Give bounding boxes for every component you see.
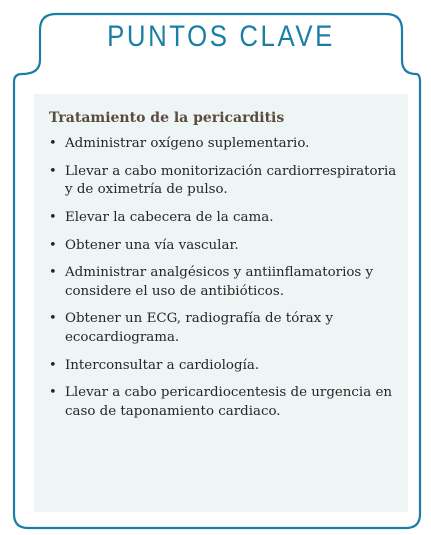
bullet-icon: • [49,163,57,179]
list-item [49,264,399,301]
bullet-list [49,135,399,421]
bullet-icon: • [49,265,57,281]
bullet-icon: • [49,209,57,225]
bullet-icon: • [49,237,57,253]
bullet-icon: • [49,385,57,401]
section-heading: Tratamiento de la pericarditis [49,110,285,126]
list-item [49,135,399,154]
list-item [49,384,399,421]
box-content [49,108,399,431]
list-item-text: Obtener una vía vascular. [65,237,239,253]
list-item [49,310,399,347]
list-item-text: Llevar a cabo monitorización cardiorrespiratoria y de oximetría de pulso. [65,163,397,198]
list-item-text: Obtener un ECG, radiografía de tórax y ecocardiograma. [65,311,334,345]
list-item-text: Interconsultar a cardiología. [65,357,260,373]
list-item-text: Administrar analgésicos y antiinflamatorios y considere el uso de antibióticos. [65,265,374,299]
list-item-text: Administrar oxígeno suplementario. [65,136,310,151]
list-item-text: Llevar a cabo pericardiocentesis de urgencia en caso de taponamiento cardiaco. [65,385,393,419]
box-title: PUNTOS CLAVE [107,20,335,53]
list-item [49,357,399,376]
list-item-text: Elevar la cabecera de la cama. [65,209,274,225]
list-item [49,163,399,200]
bullet-icon: • [49,136,57,151]
bullet-icon: • [49,357,57,373]
list-item [49,209,399,228]
bullet-icon: • [49,311,57,327]
list-item [49,237,399,256]
